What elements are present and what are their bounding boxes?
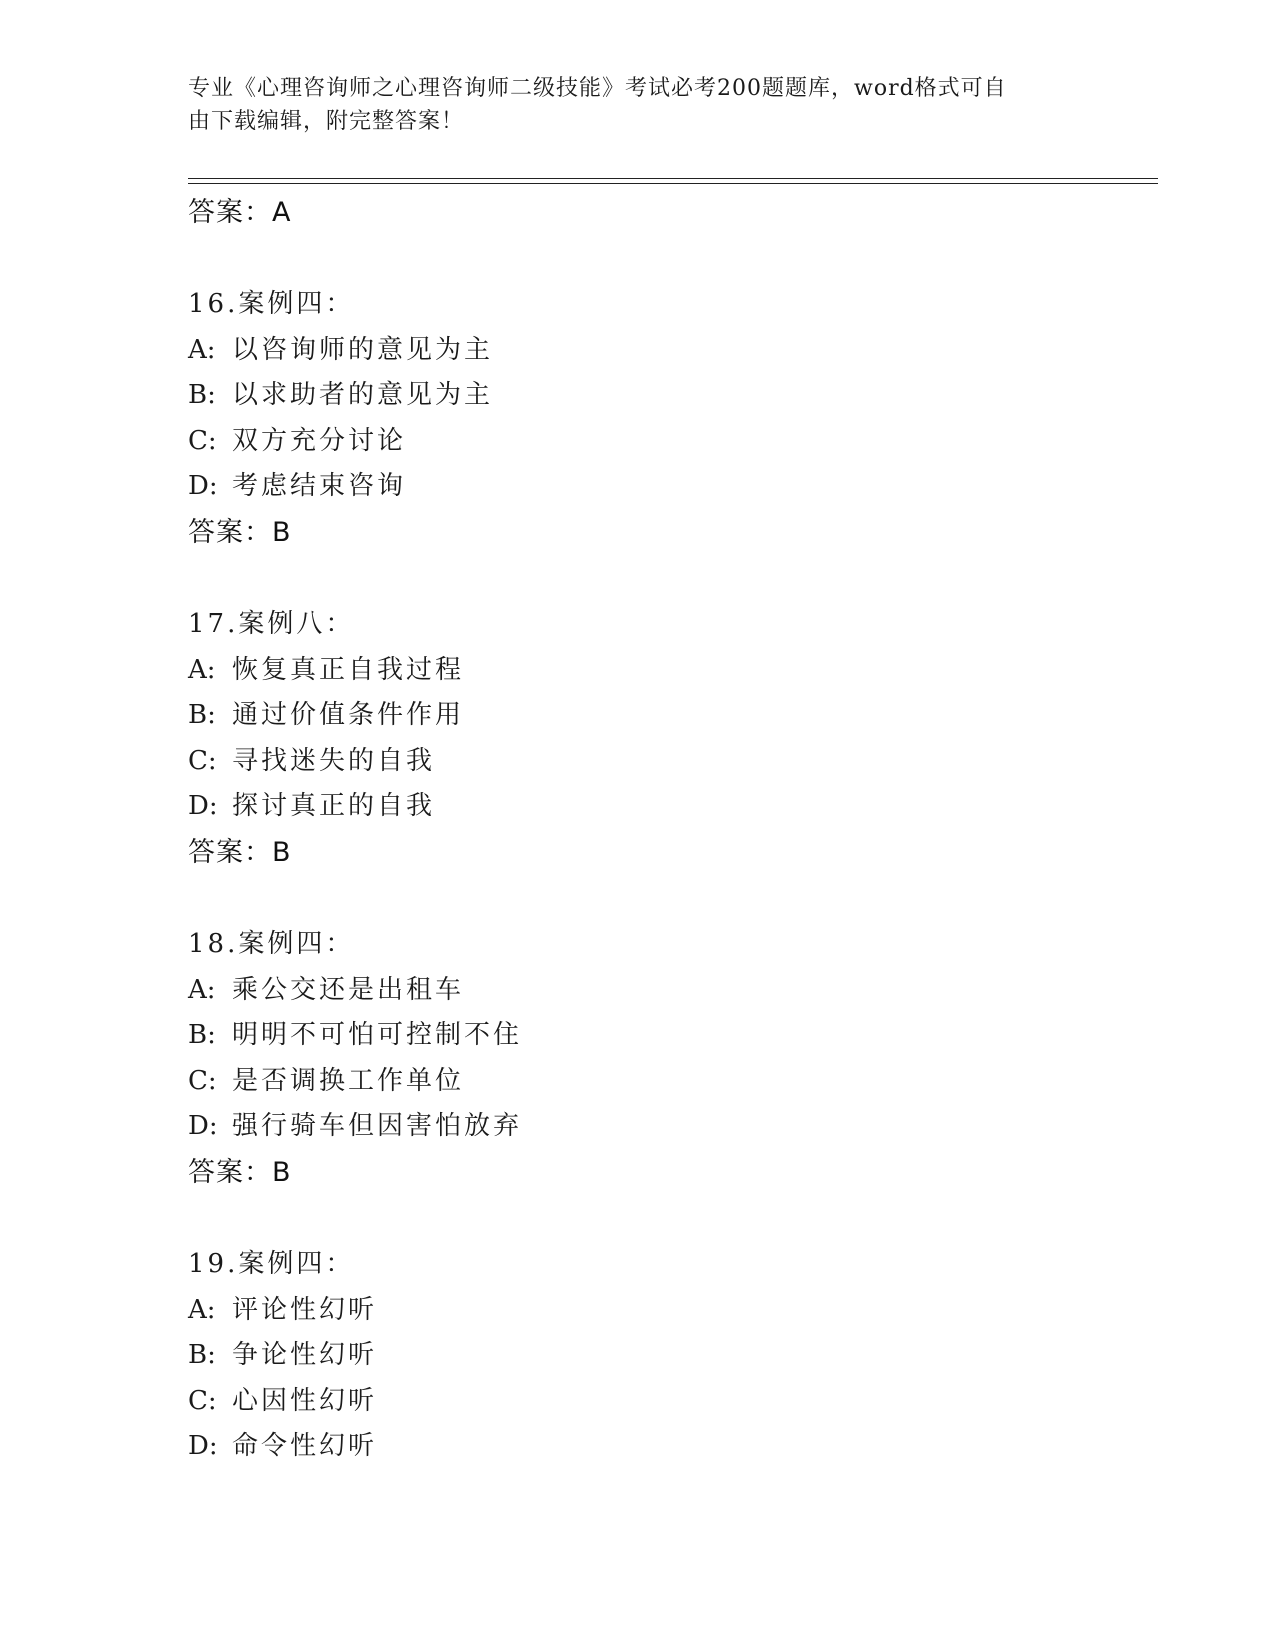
option-c xyxy=(188,739,1138,785)
option-text: 是否调换工作单位 xyxy=(232,1065,465,1096)
option-c xyxy=(188,1059,1138,1105)
option-letter: D: xyxy=(188,1111,218,1142)
option-letter: D: xyxy=(188,1431,218,1462)
option-c xyxy=(188,419,1138,465)
option-b xyxy=(188,1333,1138,1379)
option-d xyxy=(188,784,1138,830)
option-d xyxy=(188,464,1138,510)
answer-line: 答案：B xyxy=(188,1156,292,1188)
option-text: 强行骑车但因害怕放弃 xyxy=(232,1111,523,1142)
option-text: 命令性幻听 xyxy=(232,1431,378,1462)
header-divider-bottom xyxy=(188,183,1158,184)
option-d xyxy=(188,1104,1138,1150)
option-letter: C: xyxy=(188,425,217,456)
answer-line: 答案：A xyxy=(188,197,292,228)
header-line-1: 专业《心理咨询师之心理咨询师二级技能》考试必考200题题库，word格式可自 xyxy=(188,76,1007,101)
option-b xyxy=(188,373,1138,419)
option-letter: B: xyxy=(188,1340,216,1371)
header-divider-top xyxy=(188,178,1158,179)
option-text: 心因性幻听 xyxy=(232,1385,378,1416)
option-text: 考虑结束咨询 xyxy=(232,471,407,502)
question-block xyxy=(188,1242,1138,1470)
question-list xyxy=(188,190,1138,1470)
option-c xyxy=(188,1379,1138,1425)
option-a xyxy=(188,1288,1138,1334)
option-letter: D: xyxy=(188,471,218,502)
option-letter: A: xyxy=(188,974,216,1005)
option-letter: A: xyxy=(188,334,216,365)
option-letter: B: xyxy=(188,1020,216,1051)
header-line-2: 由下载编辑，附完整答案！ xyxy=(188,109,465,134)
question-block xyxy=(188,602,1138,876)
option-letter: D: xyxy=(188,791,218,822)
option-letter: A: xyxy=(188,1294,216,1325)
option-text: 恢复真正自我过程 xyxy=(232,654,465,685)
option-letter: C: xyxy=(188,1385,217,1416)
question-block xyxy=(188,922,1138,1196)
question-title: 18.案例四： xyxy=(188,928,355,959)
answer-line: 答案：B xyxy=(188,516,292,548)
option-letter: B: xyxy=(188,700,216,731)
option-text: 以求助者的意见为主 xyxy=(232,380,494,411)
option-letter: B: xyxy=(188,380,216,411)
option-text: 双方充分讨论 xyxy=(232,425,407,456)
question-title: 19.案例四： xyxy=(188,1248,355,1279)
option-text: 寻找迷失的自我 xyxy=(232,745,436,776)
option-text: 通过价值条件作用 xyxy=(232,700,465,731)
question-title: 16.案例四： xyxy=(188,289,355,319)
option-a xyxy=(188,328,1138,374)
option-text: 探讨真正的自我 xyxy=(232,791,436,822)
question-block xyxy=(188,282,1138,556)
option-text: 争论性幻听 xyxy=(232,1340,378,1371)
option-letter: C: xyxy=(188,1065,217,1096)
question-title: 17.案例八： xyxy=(188,608,355,639)
option-b xyxy=(188,693,1138,739)
document-header xyxy=(188,72,1088,138)
option-a xyxy=(188,968,1138,1014)
option-a xyxy=(188,648,1138,694)
option-d xyxy=(188,1424,1138,1470)
option-letter: C: xyxy=(188,745,217,776)
answer-line: 答案：B xyxy=(188,836,292,868)
option-text: 乘公交还是出租车 xyxy=(232,974,465,1005)
option-letter: A: xyxy=(188,654,216,685)
option-text: 明明不可怕可控制不住 xyxy=(232,1020,523,1051)
option-text: 评论性幻听 xyxy=(232,1294,378,1325)
option-b xyxy=(188,1013,1138,1059)
option-text: 以咨询师的意见为主 xyxy=(232,334,494,365)
